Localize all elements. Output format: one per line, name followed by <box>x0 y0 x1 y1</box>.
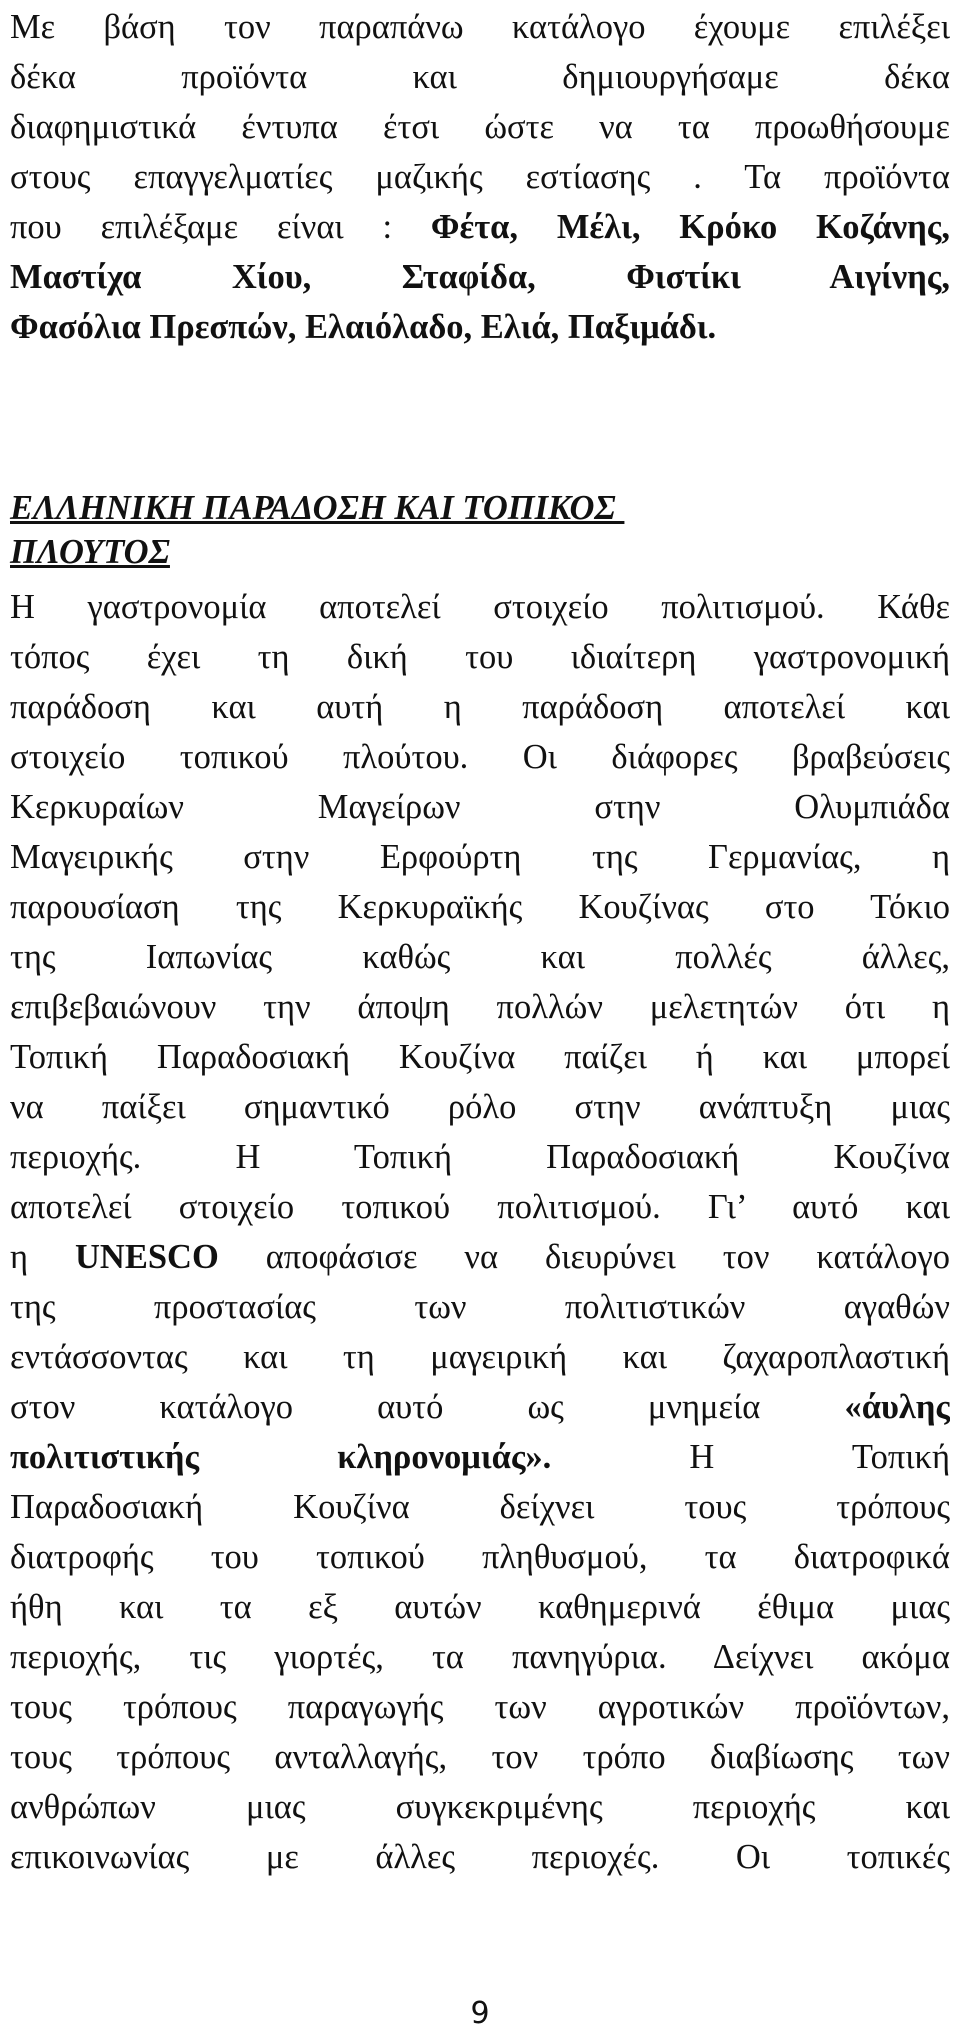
text-line <box>10 302 950 352</box>
text-line <box>10 1382 950 1432</box>
text-run: στον κατάλογο αυτό ως μνημεία <box>10 1388 845 1426</box>
text-line: τους τρόπους παραγωγής των αγροτικών προϊόντων, <box>10 1688 950 1726</box>
text-run: Η Τοπική <box>551 1438 950 1476</box>
intro-paragraph <box>10 2 950 352</box>
text-line: επιβεβαιώνουν την άποψη πολλών μελετητών ότι η <box>10 988 950 1026</box>
text-line: περιοχής. Η Τοπική Παραδοσιακή Κουζίνα <box>10 1138 950 1176</box>
products-list: Φασόλια Πρεσπών, Ελαιόλαδο, Ελιά, Παξιμάδι. <box>10 308 717 346</box>
text-run: η <box>10 1238 75 1276</box>
text-line: περιοχής, τις γιορτές, τα πανηγύρια. Δείχνει ακόμα <box>10 1638 950 1676</box>
text-line: στους επαγγελματίες μαζικής εστίασης . Τα προϊόντα <box>10 158 950 196</box>
intangible-heritage-bold: πολιτιστικής κληρονομιάς». <box>10 1438 552 1476</box>
page-number: 9 <box>470 1996 490 2031</box>
text-line: Παραδοσιακή Κουζίνα δείχνει τους τρόπους <box>10 1488 950 1526</box>
text-line: παρουσίαση της Κερκυραϊκής Κουζίνας στο Τόκιο <box>10 888 950 926</box>
products-prefix: που επιλέξαμε είναι : <box>10 208 431 246</box>
text-line <box>10 202 950 252</box>
text-line: διατροφής του τοπικού πληθυσμού, τα διατροφικά <box>10 1538 950 1576</box>
text-line: Μαγειρικής στην Ερφούρτη της Γερμανίας, η <box>10 838 950 876</box>
products-list: Μαστίχα Χίου, Σταφίδα, Φιστίκι Αιγίνης, <box>10 258 950 296</box>
text-line: να παίξει σημαντικό ρόλο στην ανάπτυξη μιας <box>10 1088 950 1126</box>
text-line: Τοπική Παραδοσιακή Κουζίνα παίζει ή και μπορεί <box>10 1038 950 1076</box>
text-line: αποτελεί στοιχείο τοπικού πολιτισμού. Γι’ αυτό και <box>10 1188 950 1226</box>
text-line: Με βάση τον παραπάνω κατάλογο έχουμε επιλέξει <box>10 8 950 46</box>
text-line: Κερκυραίων Μαγείρων στην Ολυμπιάδα <box>10 788 950 826</box>
text-line <box>10 1232 950 1282</box>
text-line: διαφημιστικά έντυπα έτσι ώστε να τα προωθήσουμε <box>10 108 950 146</box>
unesco-word: UNESCO <box>75 1238 219 1276</box>
text-line <box>10 252 950 302</box>
text-line: δέκα προϊόντα και δημιουργήσαμε δέκα <box>10 58 950 96</box>
text-line: παράδοση και αυτή η παράδοση αποτελεί και <box>10 688 950 726</box>
text-line: της Ιαπωνίας καθώς και πολλές άλλες, <box>10 938 950 976</box>
text-line <box>10 1432 950 1482</box>
intangible-heritage-bold: «άυλης <box>844 1388 950 1426</box>
text-run: αποφάσισε να διευρύνει τον κατάλογο <box>218 1238 950 1276</box>
text-line: τόπος έχει τη δική του ιδιαίτερη γαστρονομική <box>10 638 950 676</box>
section-heading <box>10 486 950 574</box>
text-line: τους τρόπους ανταλλαγής, τον τρόπο διαβίωσης των <box>10 1738 950 1776</box>
text-line: Η γαστρονομία αποτελεί στοιχείο πολιτισμού. Κάθε <box>10 588 950 626</box>
text-line: ήθη και τα εξ αυτών καθημερινά έθιμα μιας <box>10 1588 950 1626</box>
text-line: εντάσσοντας και τη μαγειρική και ζαχαροπλαστική <box>10 1338 950 1376</box>
products-list: Φέτα, Μέλι, Κρόκο Κοζάνης, <box>430 208 950 246</box>
text-line: της προστασίας των πολιτιστικών αγαθών <box>10 1288 950 1326</box>
section-body <box>10 582 950 1882</box>
heading-line: ΕΛΛΗΝΙΚΗ ΠΑΡΑΔΟΣΗ ΚΑΙ ΤΟΠΙΚΟΣ <box>10 489 625 527</box>
text-line: στοιχείο τοπικού πλούτου. Οι διάφορες βραβεύσεις <box>10 738 950 776</box>
heading-line: ΠΛΟΥΤΟΣ <box>10 533 170 571</box>
text-line: επικοινωνίας με άλλες περιοχές. Οι τοπικές <box>10 1838 950 1876</box>
text-line: ανθρώπων μιας συγκεκριμένης περιοχής και <box>10 1788 950 1826</box>
